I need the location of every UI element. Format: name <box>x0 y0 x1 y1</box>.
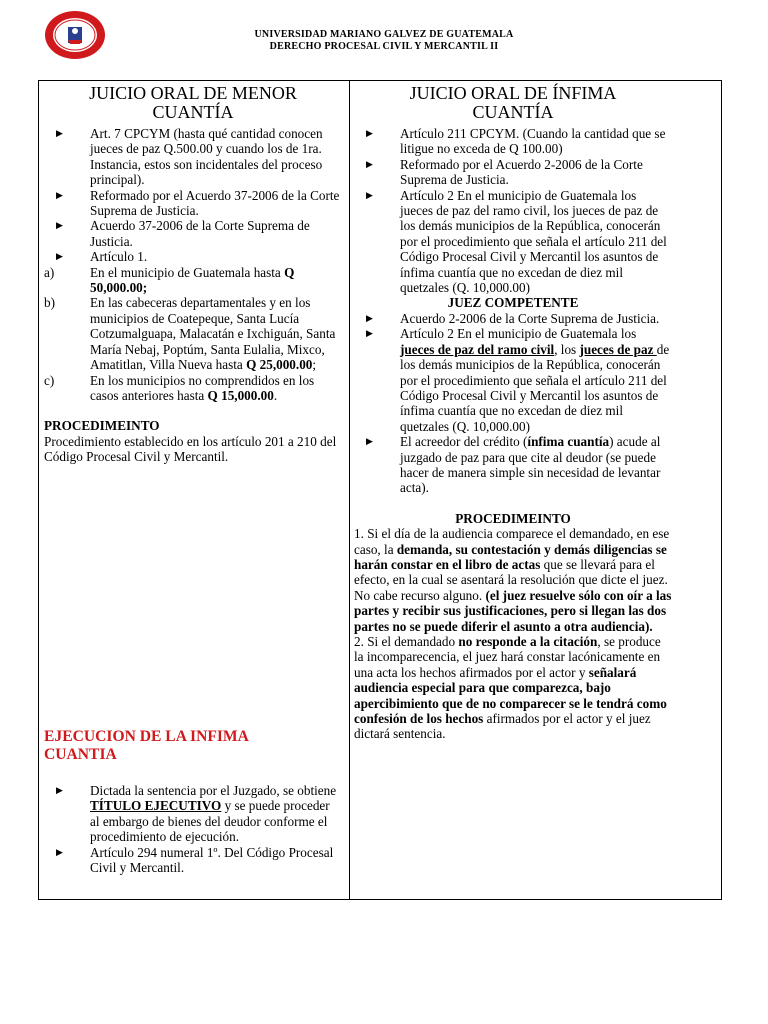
arrow-bullet-icon: ▶ <box>56 128 63 138</box>
competent-judge-heading: JUEZ COMPETENTE <box>447 295 579 311</box>
list-item: ▶ El acreedor del crédito (ínfima cuantía) acude al juzgado de paz para que cite al deudor (se puede hacer de manera simple sin necesidad de levantar acta). <box>366 434 661 496</box>
arrow-bullet-icon: ▶ <box>56 846 63 857</box>
arrow-bullet-icon: ▶ <box>366 436 373 447</box>
left-column <box>44 83 342 876</box>
arrow-bullet-icon: ▶ <box>56 251 63 262</box>
arrow-bullet-icon: ▶ <box>366 128 373 138</box>
column-divider <box>349 80 350 900</box>
execution-heading: EJECUCION DE LA INFIMA CUANTIA <box>44 728 249 763</box>
list-item: a) En el municipio de Guatemala hasta Q 50,000.00; <box>44 264 295 296</box>
right-bullet-list <box>354 126 672 295</box>
document-header <box>0 29 768 53</box>
list-item: ▶ Acuerdo 37-2006 de la Corte Suprema de Justicia. <box>56 218 310 249</box>
list-item: ▶ Artículo 211 CPCYM. (Cuando la cantidad que se litigue no exceda de Q 100.00) <box>366 126 666 157</box>
arrow-bullet-icon: ▶ <box>56 189 63 200</box>
left-procedure-text: Procedimiento establecido en los artículo 201 a 210 del Código Procesal Civil y Mercantil. <box>44 433 337 465</box>
arrow-bullet-icon: ▶ <box>366 189 373 200</box>
course-name: DERECHO PROCESAL CIVIL Y MERCANTIL II <box>269 41 499 52</box>
right-procedure-heading: PROCEDIMEINTO <box>455 510 571 526</box>
right-column <box>354 84 672 742</box>
left-title: JUICIO ORAL DE MENOR CUANTÍA <box>89 83 297 122</box>
arrow-bullet-icon: ▶ <box>366 312 373 323</box>
arrow-bullet-icon: ▶ <box>366 328 373 339</box>
list-item: ▶ Reformado por el Acuerdo 37-2006 de la Corte Suprema de Justicia. <box>56 187 340 219</box>
list-item: ▶ Reformado por el Acuerdo 2-2006 de la Corte Suprema de Justicia. <box>366 156 643 188</box>
list-item: ▶ Dictada la sentencia por el Juzgado, se obtiene TÍTULO EJECUTIVO y se puede proceder al embargo de bienes del deudor conforme el procedimiento de ejecución. <box>56 783 337 845</box>
list-item: ▶ Artículo 2 En el municipio de Guatemala los jueces de paz del ramo civil, los jueces de paz de los demás municipios de la República, conocerán por el procedimiento que señala el artículo 211 del Código Procesal Civil y Mercantil los asuntos de ínfima cuantía que no excedan de diez mil quetzales (Q. 10,000.00) <box>366 187 667 296</box>
list-item: ▶ Acuerdo 2-2006 de la Corte Suprema de Justicia. <box>366 310 660 326</box>
arrow-bullet-icon: ▶ <box>56 785 63 795</box>
arrow-bullet-icon: ▶ <box>366 158 373 169</box>
left-procedure-heading: PROCEDIMEINTO <box>44 418 160 434</box>
left-alpha-list <box>44 265 342 404</box>
list-item: ▶ Artículo 2 En el municipio de Guatemala los jueces de paz del ramo civil, los jueces de paz de los demás municipios de la República, conocerán por el procedimiento que señala el artículo 211 del Código Procesal Civil y Mercantil los asuntos de ínfima cuantía que no excedan de diez mil quetzales (Q. 10,000.00) <box>366 326 670 434</box>
list-item: ▶ Art. 7 CPCYM (hasta qué cantidad conocen jueces de paz Q.500.00 y cuando los de 1ra. Instancia, estos son incidentales del proceso principal). <box>56 126 323 188</box>
arrow-bullet-icon: ▶ <box>56 220 63 231</box>
procedure-step-1: 1. Si el día de la audiencia comparece el demandado, en ese caso, la demanda, su contestación y demás diligencias se harán constar en el libro de actas que se llevará para el efecto, en la cual se asentará la resolución que dicte el juez. No cabe recurso alguno. (el juez resuelve sólo con oír a las partes y recibir sus justificaciones, pero si llegan las dos partes no se puede diferir el asunto a otra audiencia). <box>354 526 672 634</box>
list-item: b) En las cabeceras departamentales y en los municipios de Coatepeque, Santa Lucía Cotzumalguapa, Malacatán e Ixchiguán, Santa María Nebaj, Poptúm, Santa Eulalia, Mixco, Amatitlan, Villa Nueva hasta Q 25,000.00; <box>44 295 336 373</box>
list-item: ▶ Artículo 1. <box>56 249 148 265</box>
judge-bullet-list <box>354 311 672 496</box>
university-name: UNIVERSIDAD MARIANO GALVEZ DE GUATEMALA <box>254 29 514 40</box>
list-item: c) En los municipios no comprendidos en los casos anteriores hasta Q 15,000.00. <box>44 372 315 403</box>
right-title: JUICIO ORAL DE ÍNFIMA CUANTÍA <box>409 83 617 122</box>
procedure-step-2: 2. Si el demandado no responde a la citación, se produce la incomparecencia, el juez hará constar lacónicamente en una acta los hechos afirmados por el actor y señalará audiencia especial para que comparezca, bajo apercibimiento que de no comparecer se le tendrá como confesión de los hechos afirmados por el actor y el juez dictará sentencia. <box>354 634 667 742</box>
list-item: ▶ Artículo 294 numeral 1º. Del Código Procesal Civil y Mercantil. <box>56 844 334 876</box>
left-bullet-list <box>44 126 342 265</box>
execution-bullet-list <box>44 783 342 875</box>
